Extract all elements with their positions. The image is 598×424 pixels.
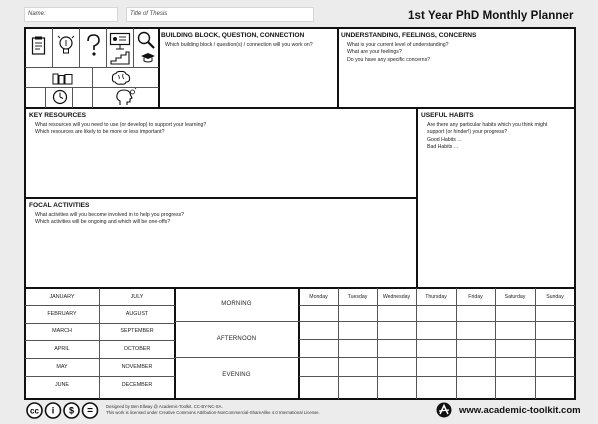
day-grid-line: [535, 288, 536, 399]
day-grid-line: [299, 305, 575, 306]
credits: [106, 404, 320, 416]
day-grid-line: [338, 288, 339, 399]
question-text: Are there any particular habits which you think might: [427, 122, 548, 128]
academic-toolkit-logo-icon: [436, 402, 452, 423]
question-text: What resources will you need to use (or develop) to support your learning?: [35, 122, 207, 128]
useful-habits-title: USEFUL HABITS: [421, 112, 474, 119]
question-text: What activities will you become involved in to help you progress?: [35, 212, 185, 218]
month-june[interactable]: JUNE: [54, 382, 70, 388]
building-block-input[interactable]: [160, 52, 336, 106]
time-grid-line: [175, 321, 299, 322]
icon-grid-line: [52, 28, 53, 68]
question-text: support (or hinder!) your progress?: [427, 129, 508, 136]
question-text: What are your feelings?: [347, 49, 402, 56]
divider: [25, 107, 575, 109]
icon-grid-line: [92, 68, 93, 108]
icon-grid-line: [79, 28, 80, 68]
good-habits-label: Good Habits ...: [427, 136, 462, 143]
day-saturday: Saturday: [504, 294, 526, 300]
icon-grid-line: [45, 88, 46, 108]
icon-grid-line: [106, 28, 107, 68]
question-text: Which resources are likely to be more or less important?: [35, 129, 165, 136]
website-link[interactable]: www.academic-toolkit.com: [459, 405, 581, 416]
icon-grid-line: [133, 28, 134, 68]
day-grid-line: [456, 288, 457, 399]
day-grid-line: [299, 321, 575, 322]
thesis-title-field[interactable]: [126, 7, 314, 22]
morning-label: MORNING: [221, 301, 252, 307]
name-label: Name:: [28, 11, 46, 17]
month-grid-line: [25, 323, 175, 324]
day-tuesday: Tuesday: [347, 294, 368, 300]
understanding-questions: [347, 42, 449, 64]
focal-activities-input[interactable]: [26, 230, 415, 286]
question-text: Do you have any specific concerns?: [347, 56, 431, 63]
day-grid-line: [495, 288, 496, 399]
icon-grid-line: [72, 88, 73, 108]
day-friday: Friday: [468, 294, 483, 300]
stairs-icon: [110, 51, 130, 65]
month-february[interactable]: FEBRUARY: [47, 311, 77, 317]
day-wednesday: Wednesday: [382, 294, 411, 300]
month-may[interactable]: MAY: [56, 364, 68, 370]
day-grid-line: [377, 288, 378, 399]
useful-habits-input[interactable]: [418, 156, 574, 286]
divider: [25, 287, 575, 289]
key-resources-questions: [35, 122, 206, 137]
sa-label: =: [87, 405, 93, 417]
key-resources-title: KEY RESOURCES: [29, 112, 87, 119]
lightbulb-icon: [57, 34, 75, 56]
notes-icon: [31, 36, 47, 56]
license-badges: [26, 402, 100, 419]
bad-habits-label: Bad Habits ...: [427, 143, 459, 150]
name-field[interactable]: [24, 7, 118, 22]
month-january[interactable]: JANUARY: [49, 294, 75, 300]
building-block-title: BUILDING BLOCK, QUESTION, CONNECTION: [161, 32, 305, 39]
day-sunday: Sunday: [546, 294, 564, 300]
presentation-icon: [109, 32, 131, 50]
afternoon-label: AFTERNOON: [216, 336, 257, 342]
books-icon: [52, 73, 74, 85]
key-resources-input[interactable]: [26, 140, 415, 196]
month-november[interactable]: NOVEMBER: [121, 364, 153, 370]
day-grid-line: [299, 376, 575, 377]
understanding-input[interactable]: [339, 68, 575, 106]
building-block-questions: [165, 42, 313, 49]
idea-head-icon: [115, 88, 137, 106]
understanding-title: UNDERSTANDING, FEELINGS, CONCERNS: [341, 32, 477, 39]
cc-label: cc: [30, 406, 39, 416]
magnifier-icon: [136, 30, 156, 50]
question-text: Which building block / question(s) / connection will you work on?: [165, 42, 313, 48]
day-grid-line: [416, 288, 417, 399]
day-thursday: Thursday: [425, 294, 447, 300]
evening-label: EVENING: [222, 372, 251, 378]
month-july[interactable]: JULY: [130, 294, 144, 300]
clock-icon: [52, 89, 68, 105]
license-line[interactable]: This work is licensed under Creative Commons Attribution-NonCommercial-ShareAlike 4.0 International License.: [106, 410, 320, 415]
brain-icon: [111, 70, 131, 86]
month-grid-line: [25, 376, 175, 377]
credit-line: Designed by Ben Ellway @ Academic-Toolkit. CC-BY-NC-SA.: [106, 404, 223, 409]
month-september[interactable]: SEPTEMBER: [120, 328, 154, 334]
time-grid-line: [175, 357, 299, 358]
month-march[interactable]: MARCH: [52, 328, 72, 334]
day-monday: Monday: [309, 294, 328, 300]
month-august[interactable]: AUGUST: [125, 311, 149, 317]
question-mark-icon: [85, 34, 101, 58]
nc-label: $: [68, 405, 75, 416]
month-grid-line: [25, 305, 175, 306]
graduation-icon: [140, 52, 156, 64]
thesis-title-label: Title of Thesis: [130, 11, 168, 17]
by-label: i: [51, 405, 55, 416]
month-december[interactable]: DECEMBER: [121, 382, 153, 388]
question-text: Which activities will be ongoing and which will be one-offs?: [35, 219, 171, 226]
divider: [25, 197, 417, 199]
day-grid-line: [299, 357, 575, 358]
focal-activities-title: FOCAL ACTIVITIES: [29, 202, 90, 209]
focal-activities-questions: [35, 212, 184, 227]
month-grid-line: [25, 340, 175, 341]
question-text: What is your current level of understanding?: [347, 42, 449, 48]
page-title: 1st Year PhD Monthly Planner: [408, 10, 574, 22]
month-grid-line: [25, 358, 175, 359]
month-october[interactable]: OCTOBER: [123, 346, 151, 352]
useful-habits-questions: [427, 122, 547, 151]
day-grid-line: [299, 339, 575, 340]
month-april[interactable]: APRIL: [54, 346, 70, 352]
